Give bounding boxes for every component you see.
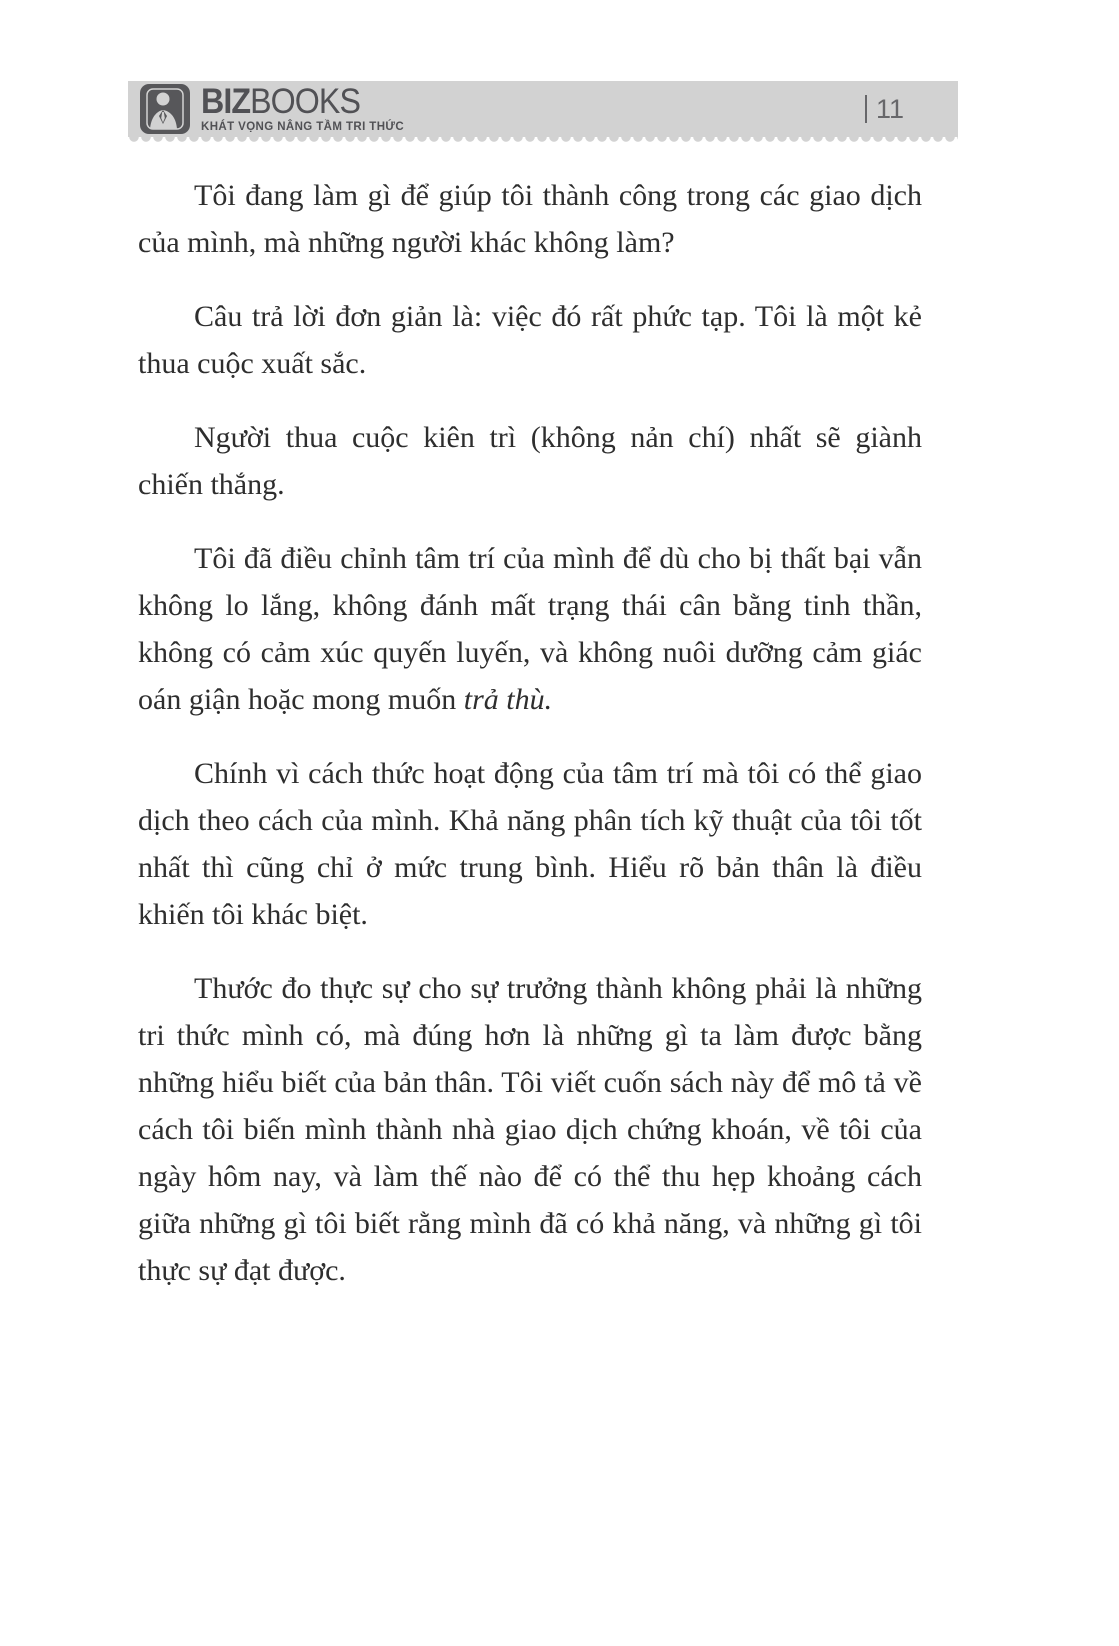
paragraph xyxy=(138,750,922,938)
brand-tagline: KHÁT VỌNG NÂNG TẦM TRI THỨC xyxy=(201,121,405,133)
paragraph xyxy=(138,293,922,387)
brand-name xyxy=(201,82,388,121)
paragraph-text: Câu trả lời đơn giản là: việc đó rất phức tạp. Tôi là một kẻ thua cuộc xuất sắc. xyxy=(138,300,922,380)
paragraph-italic: trả thù. xyxy=(463,683,553,716)
paragraph xyxy=(138,535,922,723)
paragraph-text: Tôi đã điều chỉnh tâm trí của mình để dù cho bị thất bại vẫn không lo lắng, không đánh mất trạng thái cân bằng tinh thần, không có cảm xúc quyến luyến, và không nuôi dưỡng cảm giác oán giận hoặc mong muốn xyxy=(138,542,922,716)
page-number-value: 11 xyxy=(875,93,904,124)
paragraph xyxy=(138,414,922,508)
page-number-divider xyxy=(865,95,867,123)
brand-name-books: BOOKS xyxy=(250,82,361,121)
header-band-perforation xyxy=(128,137,958,146)
paragraph xyxy=(138,172,922,266)
brand-name-biz: BIZ xyxy=(201,82,251,121)
paragraph-text: Thước đo thực sự cho sự trưởng thành không phải là những tri thức mình có, mà đúng hơn là những gì ta làm được bằng những hiểu biết của bản thân. Tôi viết cuốn sách này để mô tả về cách tôi biến mình thành nhà giao dịch chứng khoán, về tôi của ngày hôm nay, và làm thế nào để có thể thu hẹp khoảng cách giữa những gì tôi biết rằng mình đã có khả năng, và những gì tôi thực sự đạt được. xyxy=(138,972,922,1287)
paragraph-text: Người thua cuộc kiên trì (không nản chí) nhất sẽ giành chiến thắng. xyxy=(138,421,922,501)
page-number xyxy=(865,94,904,125)
bizbooks-gentleman-icon xyxy=(140,84,190,134)
paragraph-text: Tôi đang làm gì để giúp tôi thành công trong các giao dịch của mình, mà những người khác không làm? xyxy=(138,179,922,259)
header-band xyxy=(128,81,958,137)
paragraph-text: Chính vì cách thức hoạt động của tâm trí mà tôi có thể giao dịch theo cách của mình. Khả năng phân tích kỹ thuật của tôi tốt nhất thì cũng chỉ ở mức trung bình. Hiểu rõ bản thân là điều khiến tôi khác biệt. xyxy=(138,757,922,931)
page-text xyxy=(138,172,922,1321)
bizbooks-logo xyxy=(140,84,404,134)
paragraph xyxy=(138,965,922,1294)
